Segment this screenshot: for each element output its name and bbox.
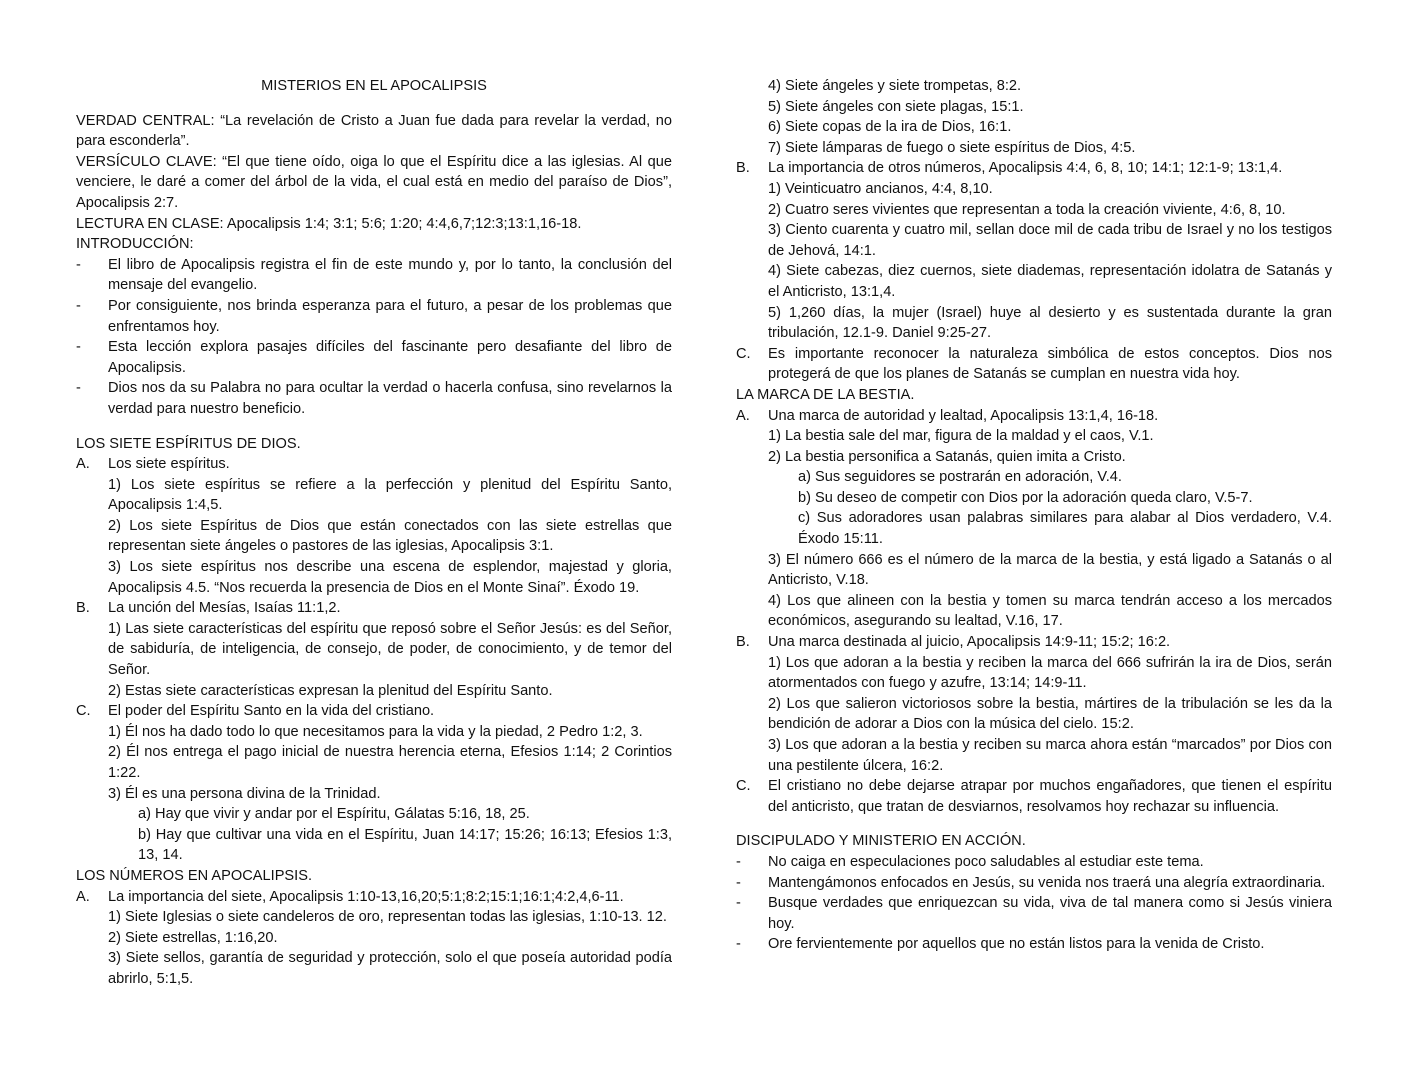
section-heading-spirits: LOS SIETE ESPÍRITUS DE DIOS. — [76, 435, 301, 452]
action-item: - Mantengámonos enfocados en Jesús, su venida nos traerá una alegría extraordinaria. — [736, 874, 1326, 891]
sub-point: 1) La bestia sale del mar, figura de la maldad y el caos, V.1. — [768, 428, 1154, 445]
sub-point: 4) Los que alineen con la bestia y tomen su marca tendrán acceso a los mercados económicos, asegurando su lealtad, V.16, 17. — [768, 592, 1332, 630]
sub-point: 2) Cuatro seres vivientes que representan a toda la creación viviente, 4:6, 8, 10. — [768, 201, 1286, 218]
sub-point: 1) Siete Iglesias o siete candeleros de oro, representan todas las iglesias, 1:10-13. 12. — [108, 909, 667, 926]
sub-point: 5) Siete ángeles con siete plagas, 15:1. — [768, 98, 1024, 115]
section-point: C. El cristiano no debe dejarse atrapar por muchos engañadores, que tienen el espíritu del anticristo, que tratan de desviarnos, resolvamos hoy rechazar su influencia. — [736, 778, 1332, 815]
section-point: B. La importancia de otros números, Apocalipsis 4:4, 6, 8, 10; 14:1; 12:1-9; 13:1,4. — [736, 160, 1283, 177]
class-reading: LECTURA EN CLASE: Apocalipsis 1:4; 3:1; 5:6; 1:20; 4:4,6,7;12:3;13:1,16-18. — [76, 215, 582, 232]
intro-item: - El libro de Apocalipsis registra el fin de este mundo y, por lo tanto, la conclusión del mensaje del evangelio. — [76, 256, 672, 294]
sub-point: 1) Los que adoran a la bestia y reciben la marca del 666 sufrirán la ira de Dios, serán atormentados con fuego y azufre, 13:14; 14:9-11. — [768, 654, 1332, 692]
sub-point: 2) Los que salieron victoriosos sobre la bestia, mártires de la tribulación se les da la bendición de adorar a Dios con la música del cielo. 15:2. — [768, 695, 1332, 733]
sub-point: 1) Veinticuatro ancianos, 4:4, 8,10. — [768, 180, 993, 197]
sub-point: 2) Estas siete características expresan la plenitud del Espíritu Santo. — [108, 682, 553, 699]
sub-point: 7) Siete lámparas de fuego o siete espíritus de Dios, 4:5. — [768, 139, 1136, 156]
section-heading-numbers: LOS NÚMEROS EN APOCALIPSIS. — [76, 867, 313, 884]
section-point: A. Los siete espíritus. — [76, 456, 230, 473]
section-point: B. La unción del Mesías, Isaías 11:1,2. — [76, 600, 341, 617]
sub-sub-point: b) Su deseo de competir con Dios por la adoración queda claro, V.5-7. — [798, 489, 1253, 506]
sub-sub-point: c) Sus adoradores usan palabras similares para alabar al Dios verdadero, V.4. Éxodo 15:11. — [798, 510, 1332, 548]
sub-point: 5) 1,260 días, la mujer (Israel) huye al desierto y es sustentada durante la gran tribulación, 12.1-9. Daniel 9:25-27. — [768, 304, 1332, 342]
sub-point: 3) Siete sellos, garantía de seguridad y protección, solo el que poseía autoridad podía abrirlo, 5:1,5. — [108, 950, 672, 987]
sub-point: 3) Los que adoran a la bestia y reciben su marca ahora están “marcados” por Dios con una pestilente úlcera, 16:2. — [768, 737, 1332, 774]
right-column — [736, 76, 1332, 955]
action-item: - No caiga en especulaciones poco saludables al estudiar este tema. — [736, 853, 1204, 870]
section-point: C. El poder del Espíritu Santo en la vida del cristiano. — [76, 703, 435, 720]
section-heading-discipleship: DISCIPULADO Y MINISTERIO EN ACCIÓN. — [736, 833, 1026, 850]
intro-item: - Esta lección explora pasajes difíciles del fascinante pero desafiante del libro de Apocalipsis. — [76, 339, 672, 376]
sub-point: 3) Los siete espíritus nos describe una escena de esplendor, majestad y gloria, Apocalipsis 4.5. “Nos recuerda la presencia de Dios en el Monte Sinaí”. Éxodo 19. — [108, 559, 672, 596]
sub-point: 4) Siete cabezas, diez cuernos, siete diademas, representación idolatra de Satanás y el Anticristo, 13:1,4. — [768, 263, 1332, 300]
sub-sub-point: a) Sus seguidores se postrarán en adoración, V.4. — [798, 469, 1122, 486]
intro-item: - Por consiguiente, nos brinda esperanza para el futuro, a pesar de los problemas que enfrentamos hoy. — [76, 297, 672, 335]
sub-sub-point: a) Hay que vivir y andar por el Espíritu, Gálatas 5:16, 18, 25. — [138, 806, 530, 823]
sub-point: 1) Él nos ha dado todo lo que necesitamos para la vida y la piedad, 2 Pedro 1:2, 3. — [108, 723, 643, 740]
section-point: C. Es importante reconocer la naturaleza simbólica de estos conceptos. Dios nos protegerá de que los planes de Satanás se cumplan en nuestra vida hoy. — [736, 345, 1332, 383]
intro-item: - Dios nos da su Palabra no para ocultar la verdad o hacerla confusa, sino revelarnos la verdad para nuestro beneficio. — [76, 380, 672, 417]
sub-point: 3) El número 666 es el número de la marca de la bestia, y está ligado a Satanás o al Anticristo, V.18. — [768, 551, 1332, 589]
sub-point: 1) Los siete espíritus se refiere a la perfección y plenitud del Espíritu Santo, Apocalipsis 1:4,5. — [108, 476, 672, 514]
sub-point: 6) Siete copas de la ira de Dios, 16:1. — [768, 119, 1012, 136]
sub-point: 2) Los siete Espíritus de Dios que están conectados con las siete estrellas que representan siete ángeles o pastores de las iglesias, Apocalipsis 3:1. — [108, 517, 672, 555]
sub-point: 1) Las siete características del espíritu que reposó sobre el Señor Jesús: es del Señor, de sabiduría, de inteligencia, de consejo, de poder, de conocimiento, y de temor del Señor. — [108, 620, 672, 679]
sub-point: 4) Siete ángeles y siete trompetas, 8:2. — [768, 78, 1022, 94]
sub-point: 2) La bestia personifica a Satanás, quien imita a Cristo. — [768, 448, 1126, 465]
section-point: A. La importancia del siete, Apocalipsis 1:10-13,16,20;5:1;8:2;15:1;16:1;4:2,4,6-11. — [76, 888, 624, 905]
document-title: MISTERIOS EN EL APOCALIPSIS — [261, 78, 487, 94]
sub-point: 2) Él nos entrega el pago inicial de nuestra herencia eterna, Efesios 1:14; 2 Corintios 1:22. — [108, 744, 672, 781]
action-item: - Ore fervientemente por aquellos que no están listos para la venida de Cristo. — [736, 936, 1265, 953]
sub-point: 3) Ciento cuarenta y cuatro mil, sellan doce mil de cada tribu de Israel y no los testigos de Jehová, 14:1. — [768, 222, 1332, 259]
sub-point: 2) Siete estrellas, 1:16,20. — [108, 929, 278, 946]
section-point: B. Una marca destinada al juicio, Apocalipsis 14:9-11; 15:2; 16:2. — [736, 634, 1171, 651]
sub-point: 3) Él es una persona divina de la Trinidad. — [108, 785, 381, 802]
sub-sub-point: b) Hay que cultivar una vida en el Espíritu, Juan 14:17; 15:26; 16:13; Efesios 1:3, 13, 14. — [138, 826, 672, 864]
action-item: - Busque verdades que enriquezcan su vida, viva de tal manera como si Jesús viniera hoy. — [736, 895, 1332, 932]
section-heading-mark: LA MARCA DE LA BESTIA. — [736, 386, 915, 403]
section-point: A. Una marca de autoridad y lealtad, Apocalipsis 13:1,4, 16-18. — [736, 407, 1159, 424]
intro-heading: INTRODUCCIÓN: — [76, 236, 194, 253]
central-truth: VERDAD CENTRAL: “La revelación de Cristo a Juan fue dada para revelar la verdad, no para esconderla”. — [76, 112, 672, 150]
key-verse: VERSÍCULO CLAVE: “El que tiene oído, oiga lo que el Espíritu dice a las iglesias. Al que venciere, le daré a comer del árbol de la vida, el cual está en medio del paraíso de Dios”, Apocalipsis 2:7. — [76, 153, 672, 211]
left-column — [76, 76, 672, 990]
